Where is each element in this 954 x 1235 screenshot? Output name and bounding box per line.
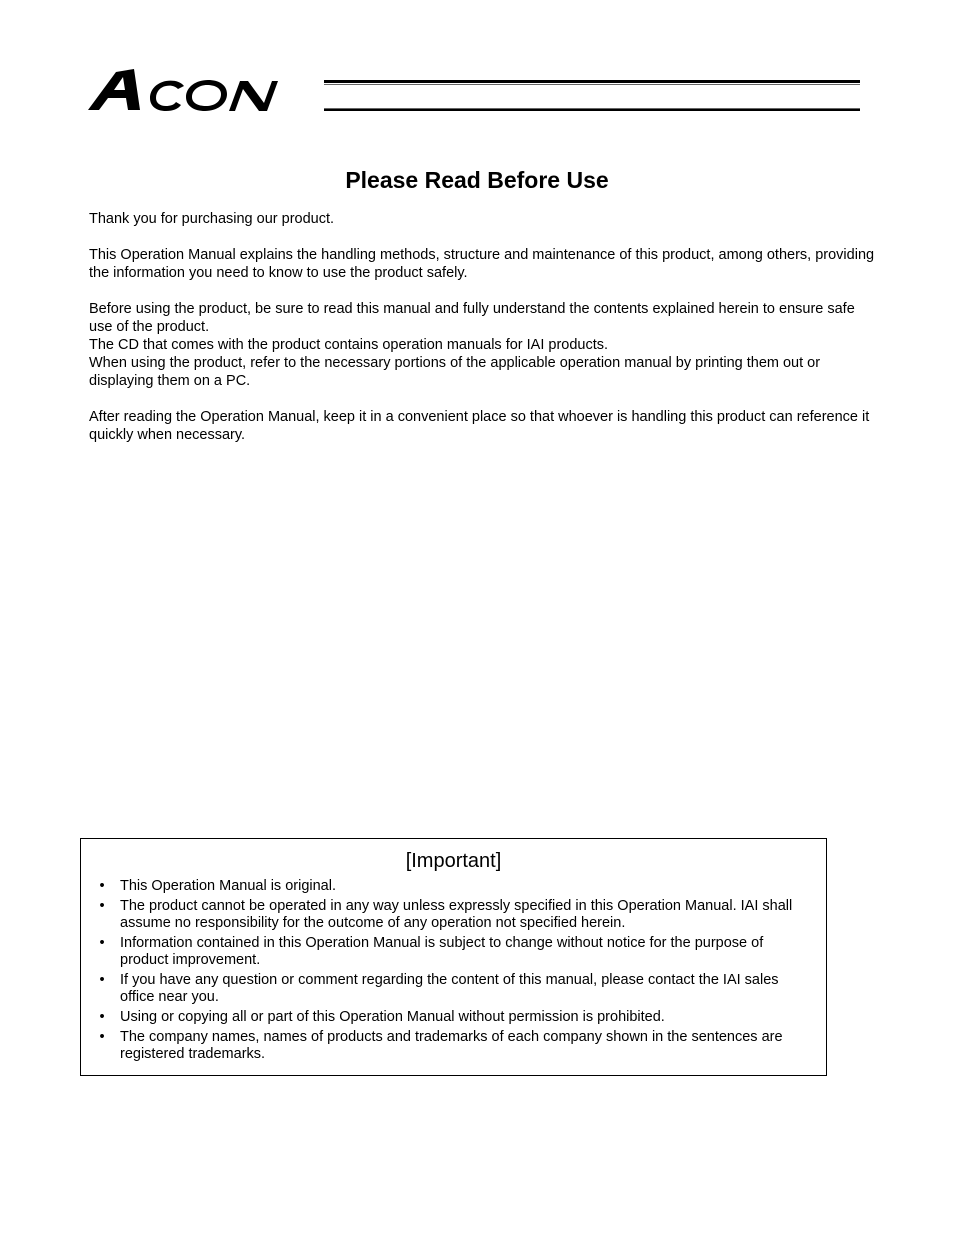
svg-text:ACON: ACON — [88, 64, 91, 65]
paragraph: After reading the Operation Manual, keep it in a convenient place so that whoever is handling this product can reference it quickly when necessary. — [89, 409, 870, 443]
paragraph: Before using the product, be sure to read this manual and fully understand the contents explained herein to ensure safe use of the product. — [89, 301, 855, 335]
list-item — [97, 878, 812, 895]
bullet-icon: • — [99, 1009, 105, 1025]
page-header — [88, 64, 862, 116]
list-item — [97, 972, 812, 1006]
page-title: Please Read Before Use — [345, 167, 609, 193]
list-item-text: This Operation Manual is original. — [120, 878, 336, 894]
important-title: [Important] — [405, 850, 502, 872]
bullet-icon: • — [99, 1029, 105, 1045]
important-list — [81, 878, 826, 1063]
bullet-icon: • — [99, 935, 105, 951]
intro-text — [89, 210, 879, 462]
acon-logo — [88, 64, 862, 116]
list-item — [97, 1009, 812, 1026]
paragraph: When using the product, refer to the necessary portions of the applicable operation manual by printing them out or displaying them on a PC. — [89, 355, 821, 389]
list-item-text: The company names, names of products and trademarks of each company shown in the sentences are registered trademarks. — [120, 1029, 783, 1062]
list-item-text: Information contained in this Operation Manual is subject to change without notice for the purpose of product improvement. — [120, 935, 764, 968]
bullet-icon: • — [99, 972, 105, 988]
list-item-text: If you have any question or comment regarding the content of this manual, please contact the IAI sales office near you. — [120, 972, 779, 1005]
important-notice-box — [80, 838, 827, 1076]
bullet-icon: • — [99, 898, 105, 914]
paragraph: The CD that comes with the product contains operation manuals for IAI products. — [89, 337, 609, 353]
list-item — [97, 898, 812, 932]
bullet-icon: • — [99, 878, 105, 894]
list-item-text: The product cannot be operated in any way unless expressly specified in this Operation Manual. IAI shall assume no responsibility for the outcome of any operation not specified herein. — [120, 898, 793, 931]
list-item — [97, 1029, 812, 1063]
paragraph: This Operation Manual explains the handling methods, structure and maintenance of this product, among others, providing the information you need to know to use the product safely. — [89, 247, 875, 281]
list-item — [97, 935, 812, 969]
paragraph: Thank you for purchasing our product. — [89, 211, 335, 227]
list-item-text: Using or copying all or part of this Operation Manual without permission is prohibited. — [120, 1009, 665, 1025]
